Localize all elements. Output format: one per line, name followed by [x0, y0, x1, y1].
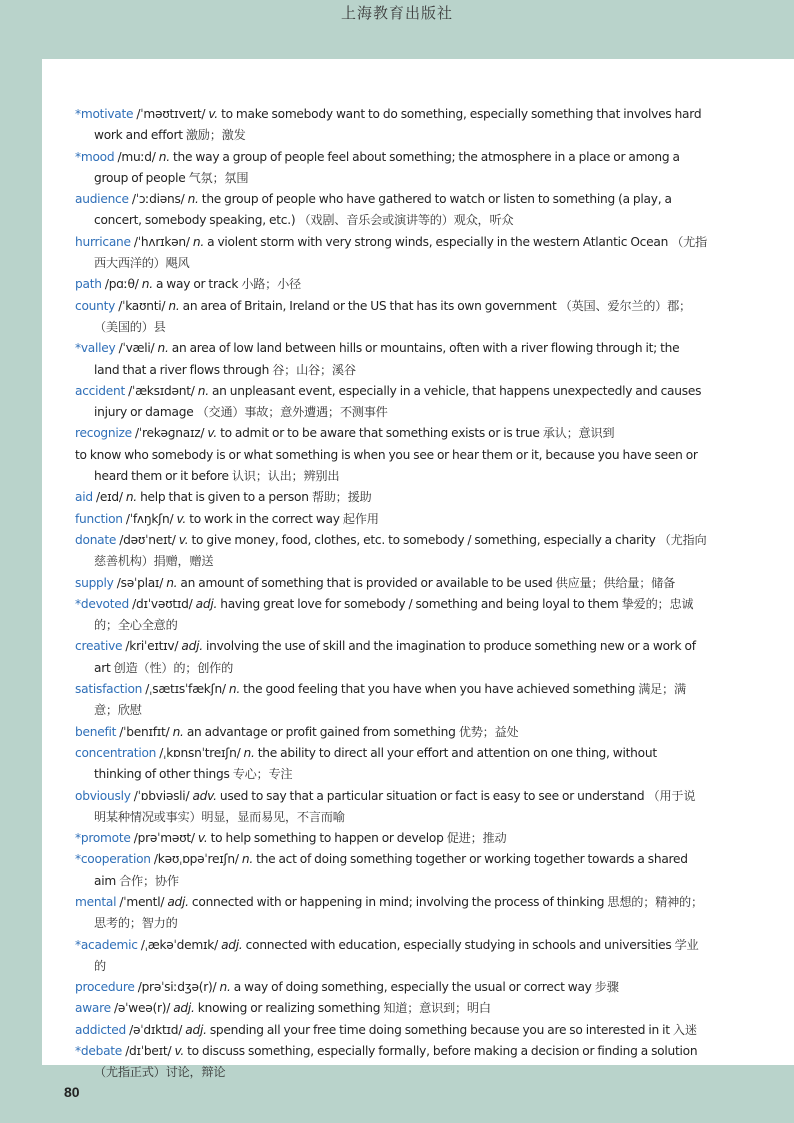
- headword: aid: [75, 490, 93, 505]
- headword: motivate: [80, 107, 134, 121]
- chinese-translation: 知道；意识到；明白: [383, 1001, 491, 1016]
- glossary-entry: [75, 487, 707, 508]
- phonetic: /prəˈməʊt/: [133, 831, 195, 846]
- definition: involving the use of skill and the imagination to produce something new or a work of art: [94, 639, 696, 675]
- phonetic: /ˈvæli/: [118, 341, 155, 356]
- phonetic: /muːd/: [117, 149, 156, 164]
- star-marker: *: [75, 1044, 81, 1059]
- headword: obviously: [75, 788, 131, 803]
- headword: mood: [80, 149, 115, 164]
- phonetic: /ˈæksɪdənt/: [128, 383, 195, 398]
- glossary-entry: [75, 636, 707, 679]
- headword: hurricane: [75, 234, 131, 249]
- definition: the ability to direct all your effort and attention on one thing, without thinking of other things: [94, 745, 657, 782]
- headword: concentration: [75, 745, 157, 760]
- chinese-translation: 供应量；供给量；储备: [555, 575, 676, 590]
- headword: county: [75, 298, 116, 313]
- definition: connected with or happening in mind; involving the process of thinking: [191, 894, 605, 909]
- glossary-entry: [75, 594, 707, 637]
- chinese-translation: （尤指正式）讨论，辩论: [94, 1065, 226, 1080]
- part-of-speech: v.: [178, 532, 189, 547]
- chinese-translation: 帮助；援助: [311, 490, 372, 505]
- definition: an advantage or profit gained from something: [186, 724, 456, 739]
- phonetic: /ˈɒbviəsli/: [133, 788, 190, 803]
- part-of-speech: n.: [192, 234, 204, 249]
- part-of-speech: n.: [228, 682, 241, 697]
- headword: benefit: [75, 724, 117, 739]
- definition: connected with education, especially studying in schools and universities: [245, 937, 672, 952]
- glossary-entry: [75, 935, 707, 978]
- headword: donate: [75, 532, 117, 547]
- star-marker: *: [75, 341, 81, 356]
- part-of-speech: n.: [197, 383, 209, 398]
- part-of-speech: v.: [176, 511, 187, 526]
- chinese-translation: 学业的: [94, 937, 699, 973]
- headword: aware: [75, 1001, 111, 1016]
- definition: a way of doing something, especially the usual or correct way: [233, 980, 592, 995]
- chinese-translation: 专心；专注: [232, 767, 293, 782]
- part-of-speech: n.: [166, 575, 178, 590]
- part-of-speech: n.: [241, 852, 253, 867]
- part-of-speech: v.: [208, 107, 218, 121]
- definition: to discuss something, especially formally, before making a decision or finding a solution: [187, 1044, 698, 1059]
- glossary-entry: [75, 573, 707, 594]
- glossary-entry: [75, 445, 707, 488]
- glossary-entry: [75, 296, 707, 339]
- chinese-translation: （尤指西大西洋的）飓风: [94, 234, 707, 271]
- chinese-translation: （戏剧、音乐会或演讲等的）观众，听众: [298, 213, 514, 228]
- phonetic: /ˈməʊtɪveɪt/: [136, 107, 206, 121]
- definition: a violent storm with very strong winds, especially in the western Atlantic Ocean: [207, 234, 669, 249]
- chinese-translation: 思想的；精神的；思考的；智力的: [94, 894, 703, 931]
- chinese-translation: （用于说明某种情况或事实）明显，显而易见，不言而喻: [94, 788, 696, 824]
- phonetic: /ˈɔːdiəns/: [131, 192, 185, 207]
- phonetic: /ˌsætɪsˈfækʃn/: [145, 682, 226, 697]
- glossary-entry: [75, 338, 707, 381]
- star-marker: *: [75, 596, 81, 611]
- glossary-entry: [75, 423, 707, 444]
- definition: an amount of something that is provided or available to be used: [180, 575, 553, 590]
- phonetic: /əˈweə(r)/: [114, 1001, 171, 1016]
- part-of-speech: n.: [243, 745, 255, 760]
- phonetic: /səˈplaɪ/: [116, 575, 164, 590]
- part-of-speech: adv.: [192, 788, 217, 803]
- phonetic: /dɪˈvəʊtɪd/: [132, 596, 193, 611]
- headword: satisfaction: [75, 682, 143, 697]
- part-of-speech: v.: [174, 1044, 185, 1059]
- glossary-entry: [75, 509, 707, 530]
- definition: the good feeling that you have when you have achieved something: [243, 682, 636, 697]
- glossary-entry: [75, 679, 707, 722]
- phonetic: /kriˈeɪtɪv/: [125, 639, 179, 654]
- part-of-speech: n.: [168, 298, 180, 313]
- glossary-entry: [75, 849, 707, 892]
- definition: knowing or realizing something: [197, 1001, 381, 1016]
- definition: to give money, food, clothes, etc. to somebody / something, especially a charity: [191, 532, 656, 547]
- part-of-speech: n.: [125, 490, 137, 505]
- chinese-translation: （尤指向慈善机构）捐赠，赠送: [94, 532, 707, 569]
- headword: addicted: [75, 1022, 127, 1037]
- chinese-translation: 优势；益处: [458, 724, 519, 739]
- definition: to help something to happen or develop: [210, 831, 444, 846]
- headword: creative: [75, 639, 123, 654]
- glossary-entry: [75, 1020, 707, 1041]
- chinese-translation: 创造（性）的；创作的: [113, 660, 234, 675]
- definition: to work in the correct way: [189, 511, 340, 526]
- definition: to know who somebody is or what something is when you see or hear them or it, because you have seen or heard them or it before: [75, 447, 698, 484]
- headword: recognize: [75, 426, 132, 441]
- phonetic: /ˈhʌrɪkən/: [133, 234, 190, 249]
- chinese-translation: 起作用: [342, 511, 379, 526]
- definition: an unpleasant event, especially in a vehicle, that happens unexpectedly and causes injury or damage: [94, 383, 702, 420]
- chinese-translation: 满足；满意；欣慰: [94, 682, 686, 718]
- part-of-speech: n.: [187, 192, 199, 207]
- part-of-speech: n.: [158, 149, 170, 164]
- chinese-translation: 激励；激发: [185, 128, 246, 143]
- glossary-entry: [75, 786, 707, 829]
- chinese-translation: 入迷: [672, 1022, 697, 1037]
- phonetic: /əˈdɪktɪd/: [129, 1022, 183, 1037]
- phonetic: /ˈbenɪfɪt/: [119, 724, 170, 739]
- part-of-speech: n.: [157, 341, 169, 356]
- headword: function: [75, 511, 123, 526]
- phonetic: /ˌkɒnsnˈtreɪʃn/: [159, 745, 241, 760]
- part-of-speech: v.: [207, 426, 217, 441]
- chinese-translation: （英国、爱尔兰的）郡；（美国的）县: [94, 298, 691, 334]
- glossary-entry: [75, 381, 707, 424]
- phonetic: /dɪˈbeɪt/: [125, 1044, 172, 1059]
- glossary-entry: [75, 1041, 707, 1084]
- phonetic: /kəʊˌɒpəˈreɪʃn/: [153, 852, 239, 867]
- chinese-translation: 承认；意识到: [542, 426, 615, 441]
- definition: the act of doing something together or working together towards a shared aim: [94, 852, 688, 888]
- star-marker: *: [75, 831, 81, 846]
- part-of-speech: adj.: [181, 639, 203, 654]
- glossary-entry: [75, 274, 707, 295]
- phonetic: /ˈmentl/: [119, 894, 165, 909]
- part-of-speech: n.: [219, 980, 231, 995]
- headword: supply: [75, 575, 114, 590]
- star-marker: *: [75, 937, 81, 952]
- phonetic: /dəʊˈneɪt/: [119, 532, 176, 547]
- glossary-entry: [75, 530, 707, 573]
- chinese-translation: 挚爱的；忠诚的；全心全意的: [94, 596, 694, 633]
- headword: mental: [75, 894, 117, 909]
- phonetic: /pɑːθ/: [104, 277, 139, 292]
- glossary-entry-list: [75, 104, 707, 1084]
- part-of-speech: adj.: [167, 894, 189, 909]
- glossary-entry: [75, 743, 707, 786]
- glossary-entry: [75, 147, 707, 190]
- part-of-speech: adj.: [185, 1022, 207, 1037]
- page-number: 80: [64, 1084, 80, 1100]
- glossary-entry: [75, 189, 707, 232]
- glossary-page: [42, 59, 794, 1080]
- headword: promote: [80, 831, 131, 846]
- star-marker: *: [75, 852, 81, 867]
- definition: used to say that a particular situation or fact is easy to see or understand: [219, 788, 645, 803]
- phonetic: /ˈfʌŋkʃn/: [125, 511, 174, 526]
- chinese-translation: 谷；山谷；溪谷: [272, 362, 356, 377]
- headword: procedure: [75, 980, 135, 995]
- definition: having great love for somebody / something and being loyal to them: [220, 596, 619, 611]
- star-marker: *: [75, 107, 81, 121]
- headword: debate: [80, 1044, 123, 1059]
- definition: an area of Britain, Ireland or the US that has its own government: [182, 298, 557, 313]
- definition: the group of people who have gathered to watch or listen to something (a play, a concert, somebody speaking, etc.): [94, 192, 672, 228]
- chinese-translation: 小路；小径: [241, 277, 301, 292]
- headword: cooperation: [80, 852, 151, 867]
- part-of-speech: adj.: [173, 1001, 195, 1016]
- chinese-translation: 促进；推动: [446, 831, 507, 846]
- phonetic: /prəˈsiːdʒə(r)/: [137, 980, 217, 995]
- glossary-entry: [75, 892, 707, 935]
- headword: academic: [80, 937, 138, 952]
- chinese-translation: 认识；认出；辨别出: [231, 469, 340, 484]
- headword: devoted: [80, 596, 130, 611]
- headword: path: [75, 277, 102, 292]
- definition: to admit or to be aware that something exists or is true: [220, 426, 540, 441]
- headword: audience: [75, 192, 129, 207]
- part-of-speech: v.: [197, 831, 208, 846]
- part-of-speech: adj.: [195, 596, 218, 611]
- chinese-translation: 气氛；氛围: [188, 170, 249, 185]
- glossary-entry: [75, 977, 707, 998]
- publisher-header: 上海教育出版社: [340, 4, 453, 22]
- definition: spending all your free time doing something because you are so interested in it: [209, 1022, 670, 1037]
- phonetic: /ˌækəˈdemɪk/: [140, 937, 218, 952]
- definition: the way a group of people feel about something; the atmosphere in a place or among a group of people: [94, 149, 680, 185]
- chinese-translation: 步骤: [594, 980, 619, 995]
- definition: a way or track: [155, 277, 239, 292]
- glossary-entry: [75, 722, 707, 743]
- definition: help that is given to a person: [140, 490, 309, 505]
- glossary-entry: [75, 998, 707, 1019]
- glossary-entry: [75, 104, 707, 147]
- glossary-entry: [75, 828, 707, 849]
- headword: accident: [75, 383, 125, 398]
- part-of-speech: adj.: [221, 937, 243, 952]
- chinese-translation: （交通）事故；意外遭遇；不测事件: [196, 405, 388, 420]
- chinese-translation: 合作；协作: [119, 873, 179, 888]
- part-of-speech: n.: [172, 724, 184, 739]
- phonetic: /ˈkaʊnti/: [118, 298, 166, 313]
- definition: an area of low land between hills or mountains, often with a river flowing through it; the land that a river flows through: [94, 341, 680, 377]
- phonetic: /eɪd/: [95, 490, 123, 505]
- phonetic: /ˈrekəɡnaɪz/: [135, 426, 205, 441]
- headword: valley: [80, 341, 116, 356]
- star-marker: *: [75, 149, 81, 164]
- glossary-entry: [75, 232, 707, 275]
- part-of-speech: n.: [141, 277, 153, 292]
- definition: to make somebody want to do something, especially something that involves hard work and effort: [94, 107, 702, 143]
